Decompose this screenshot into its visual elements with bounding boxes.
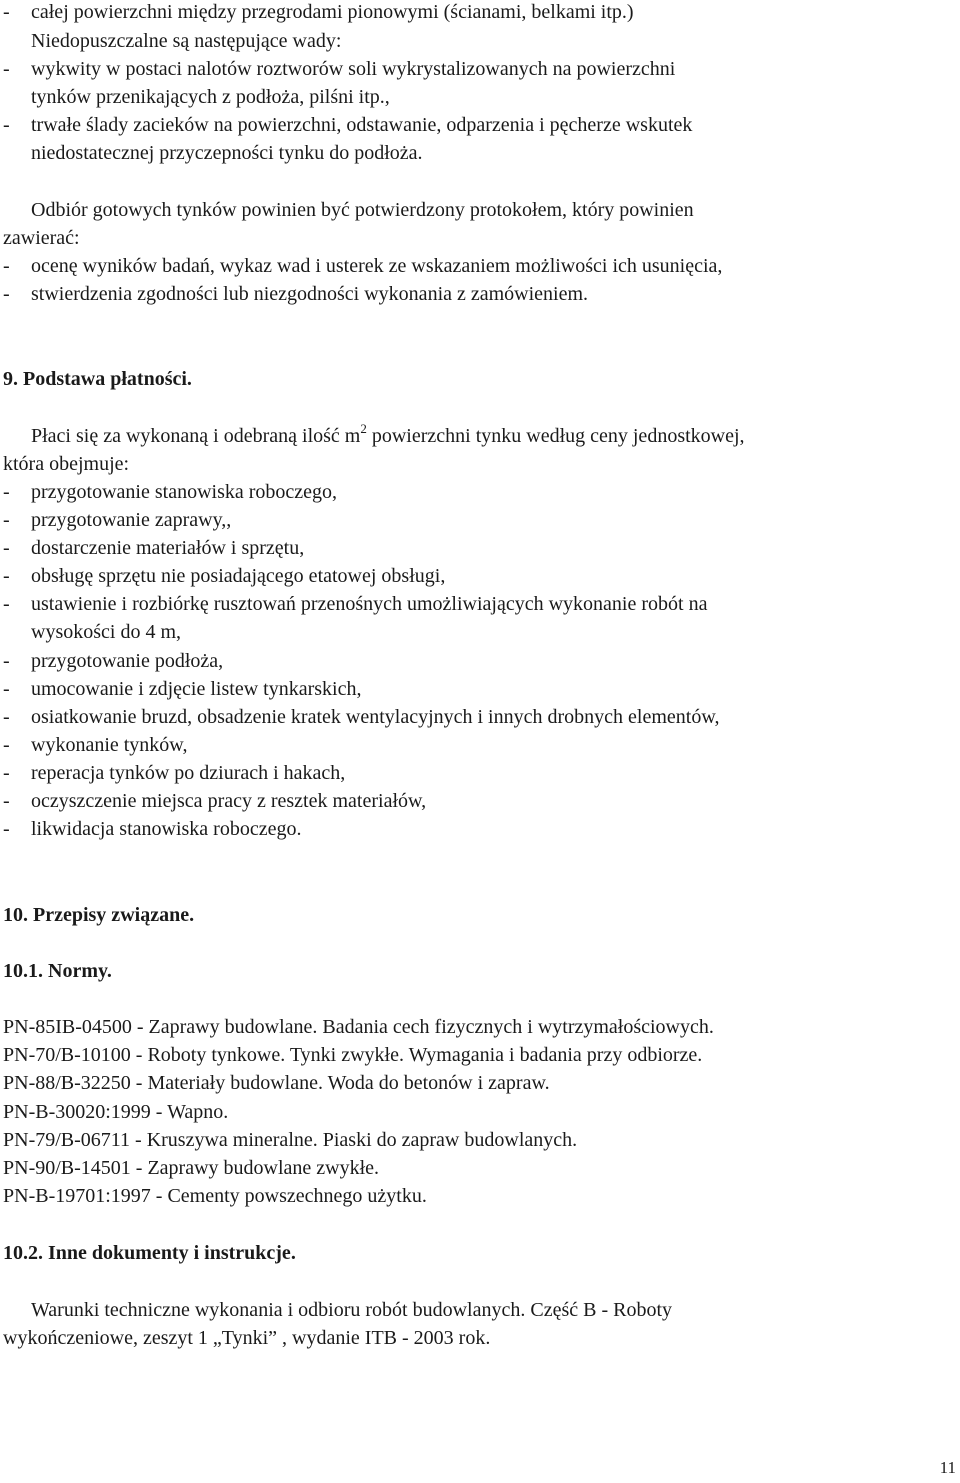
intro-line-1: całej powierzchni między przegrodami pionowymi (ścianami, belkami itp.) bbox=[31, 1, 634, 23]
list-dash: - bbox=[3, 1, 10, 23]
defect-item: wykwity w postaci nalotów roztworów soli wykrystalizowanych na powierzchni bbox=[31, 58, 676, 80]
payment-item: przygotowanie zaprawy,, bbox=[31, 509, 232, 531]
norm-item: PN-90/B-14501 - Zaprawy budowlane zwykłe. bbox=[3, 1157, 380, 1179]
norm-item: PN-70/B-10100 - Roboty tynkowe. Tynki zwykłe. Wymagania i badania przy odbiorze. bbox=[3, 1044, 703, 1066]
document-reference: Warunki techniczne wykonania i odbioru robót budowlanych. Część B - Roboty bbox=[31, 1299, 673, 1321]
page-number: 11 bbox=[939, 1458, 956, 1477]
payment-item: likwidacja stanowiska roboczego. bbox=[31, 818, 302, 840]
payment-text-a: Płaci się za wykonaną i odebraną ilość m bbox=[31, 425, 361, 447]
list-dash: - bbox=[3, 593, 10, 615]
list-dash: - bbox=[3, 650, 10, 672]
payment-item: przygotowanie podłoża, bbox=[31, 650, 224, 672]
list-dash: - bbox=[3, 762, 10, 784]
payment-item-cont: wysokości do 4 m, bbox=[31, 621, 181, 643]
section-10-heading: 10. Przepisy związane. bbox=[3, 904, 195, 926]
list-dash: - bbox=[3, 706, 10, 728]
defect-item-cont: niedostatecznej przyczepności tynku do podłoża. bbox=[31, 142, 423, 164]
list-dash: - bbox=[3, 790, 10, 812]
defects-intro: Niedopuszczalne są następujące wady: bbox=[31, 30, 342, 52]
norm-item: PN-85IB-04500 - Zaprawy budowlane. Badania cech fizycznych i wytrzymałościowych. bbox=[3, 1016, 714, 1038]
acceptance-paragraph: Odbiór gotowych tynków powinien być potwierdzony protokołem, który powinien bbox=[31, 199, 694, 221]
acceptance-item: stwierdzenia zgodności lub niezgodności wykonania z zamówieniem. bbox=[31, 283, 589, 305]
payment-text-b: powierzchni tynku według ceny jednostkowej, bbox=[366, 425, 745, 447]
list-dash: - bbox=[3, 283, 10, 305]
list-dash: - bbox=[3, 481, 10, 503]
list-dash: - bbox=[3, 509, 10, 531]
payment-paragraph bbox=[31, 421, 745, 450]
list-dash: - bbox=[3, 818, 10, 840]
norm-item: PN-B-19701:1997 - Cementy powszechnego użytku. bbox=[3, 1185, 427, 1207]
payment-item: umocowanie i zdjęcie listew tynkarskich, bbox=[31, 678, 362, 700]
list-dash: - bbox=[3, 734, 10, 756]
section-10-1-heading: 10.1. Normy. bbox=[3, 960, 112, 982]
list-dash: - bbox=[3, 678, 10, 700]
superscript: 2 bbox=[360, 421, 367, 436]
defect-item-cont: tynków przenikających z podłoża, pilśni itp., bbox=[31, 86, 390, 108]
payment-item: ustawienie i rozbiórkę rusztowań przenośnych umożliwiających wykonanie robót na bbox=[31, 593, 708, 615]
payment-item: osiatkowanie bruzd, obsadzenie kratek wentylacyjnych i innych drobnych elementów, bbox=[31, 706, 720, 728]
payment-paragraph-cont: która obejmuje: bbox=[3, 453, 130, 475]
list-dash: - bbox=[3, 565, 10, 587]
list-dash: - bbox=[3, 537, 10, 559]
document-reference-cont: wykończeniowe, zeszyt 1 „Tynki” , wydanie ITB - 2003 rok. bbox=[3, 1327, 491, 1349]
list-dash: - bbox=[3, 114, 10, 136]
payment-item: oczyszczenie miejsca pracy z resztek materiałów, bbox=[31, 790, 427, 812]
acceptance-paragraph-cont: zawierać: bbox=[3, 227, 80, 249]
payment-item: przygotowanie stanowiska roboczego, bbox=[31, 481, 338, 503]
norm-item: PN-79/B-06711 - Kruszywa mineralne. Piaski do zapraw budowlanych. bbox=[3, 1129, 578, 1151]
section-10-2-heading: 10.2. Inne dokumenty i instrukcje. bbox=[3, 1242, 296, 1264]
payment-item: dostarczenie materiałów i sprzętu, bbox=[31, 537, 305, 559]
norm-item: PN-B-30020:1999 - Wapno. bbox=[3, 1101, 229, 1123]
payment-item: obsługę sprzętu nie posiadającego etatowej obsługi, bbox=[31, 565, 446, 587]
list-dash: - bbox=[3, 58, 10, 80]
norm-item: PN-88/B-32250 - Materiały budowlane. Woda do betonów i zapraw. bbox=[3, 1072, 550, 1094]
defect-item: trwałe ślady zacieków na powierzchni, odstawanie, odparzenia i pęcherze wskutek bbox=[31, 114, 693, 136]
list-dash: - bbox=[3, 255, 10, 277]
acceptance-item: ocenę wyników badań, wykaz wad i usterek ze wskazaniem możliwości ich usunięcia, bbox=[31, 255, 723, 277]
payment-item: wykonanie tynków, bbox=[31, 734, 188, 756]
section-9-heading: 9. Podstawa płatności. bbox=[3, 368, 192, 390]
payment-item: reperacja tynków po dziurach i hakach, bbox=[31, 762, 346, 784]
